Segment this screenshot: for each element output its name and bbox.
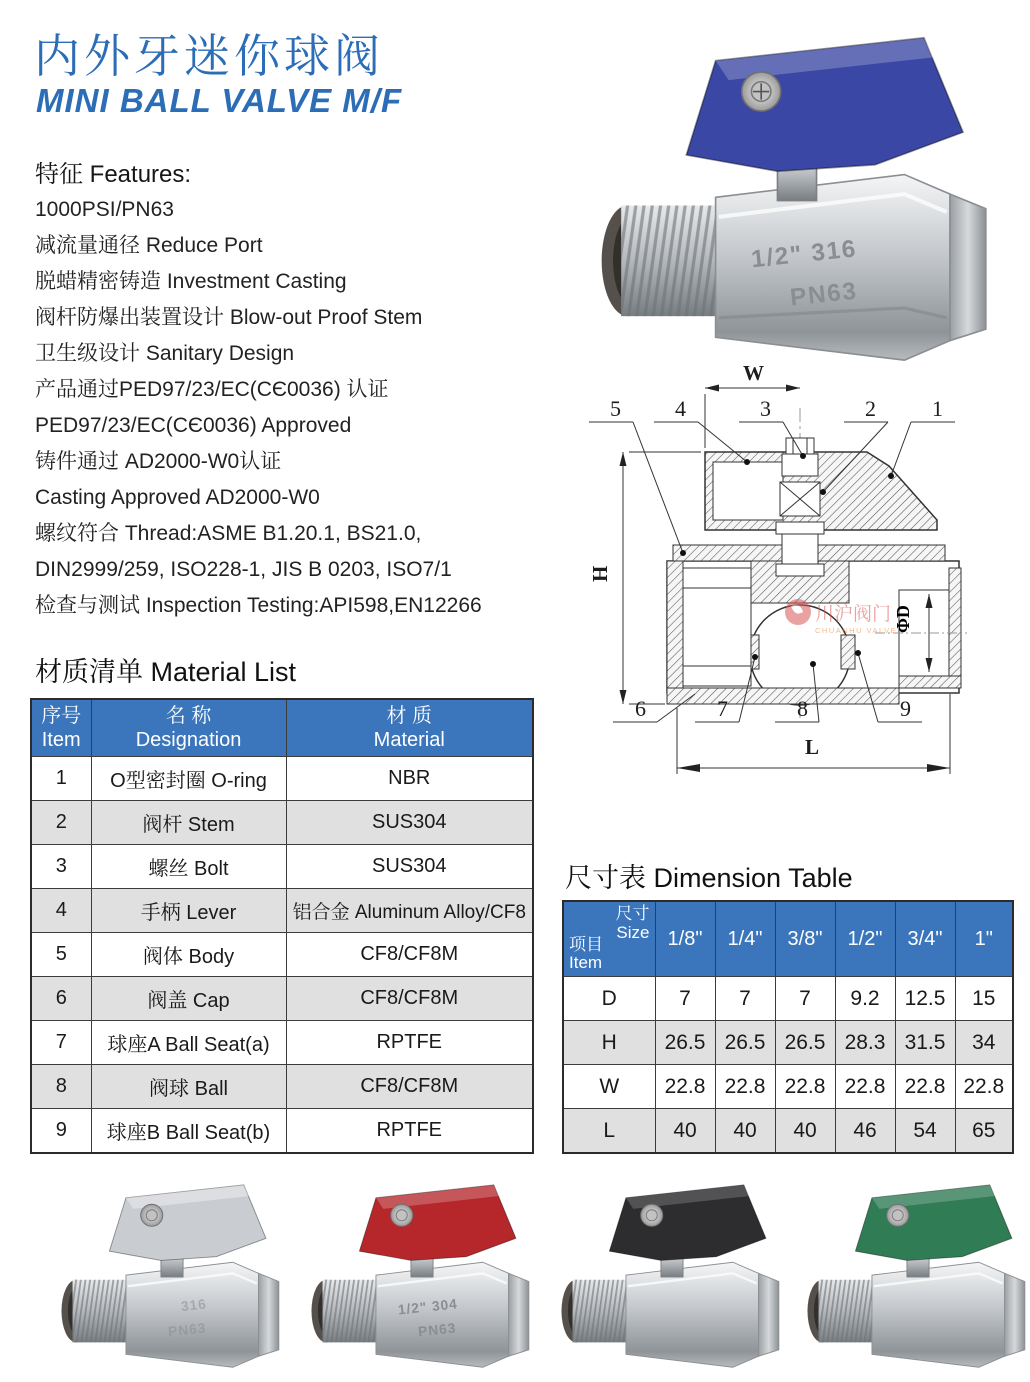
- product-photo-black-handle: [552, 1172, 792, 1370]
- material-header-material: 材 质 Material: [286, 699, 533, 757]
- female-end: [950, 194, 986, 341]
- callout-6: 6: [635, 696, 646, 721]
- feature-line: PED97/23/EC(CЄ0036) Approved: [35, 414, 352, 437]
- left-port: [683, 568, 751, 686]
- feature-line: 脱蜡精密铸造 Investment Casting: [35, 270, 347, 293]
- page-subtitle: MINI BALL VALVE M/F: [36, 82, 403, 119]
- size-column-header: 3/8": [775, 901, 835, 977]
- size-column-header: 1": [955, 901, 1013, 977]
- feature-line: 螺纹符合 Thread:ASME B1.20.1, BS21.0,: [35, 522, 422, 545]
- page-title: 内外牙迷你球阀: [34, 30, 384, 82]
- feature-line: 阀杆防爆出装置设计 Blow-out Proof Stem: [35, 306, 423, 329]
- body-marking-size-grade: 1/2" 316: [749, 235, 859, 274]
- features-list: [35, 192, 482, 624]
- material-row: 4 手柄 Lever 铝合金 Aluminum Alloy/CF8: [31, 889, 533, 933]
- material-row: 5 阀体 Body CF8/CF8M: [31, 933, 533, 977]
- material-table: [30, 698, 534, 1154]
- watermark-en: CHUANHU VALVE: [815, 626, 898, 635]
- dimension-d-label: ΦD: [893, 605, 913, 633]
- callout-9: 9: [900, 696, 911, 721]
- feature-line: DIN2999/259, ISO228-1, JIS B 0203, ISO7/1: [35, 558, 452, 581]
- material-header-item: 序号 Item: [31, 699, 91, 757]
- stem-packing: [776, 564, 824, 576]
- size-column-header: 3/4": [895, 901, 955, 977]
- feature-line: 减流量通径 Reduce Port: [35, 234, 263, 257]
- callout-3: 3: [760, 396, 771, 421]
- size-column-header: 1/4": [715, 901, 775, 977]
- material-row: 9 球座B Ball Seat(b) RPTFE: [31, 1109, 533, 1154]
- features-heading: 特征 Features:: [35, 161, 192, 188]
- body-marking-pn: PN63: [788, 277, 859, 312]
- callout-2: 2: [865, 396, 876, 421]
- body-marking: PN63: [167, 1319, 207, 1340]
- feature-line: 检查与测试 Inspection Testing:API598,EN12266: [35, 594, 482, 617]
- material-header-designation: 名 称 Designation: [91, 699, 286, 757]
- product-photo-red-handle: [302, 1172, 542, 1370]
- ball-seat-b: [841, 635, 855, 669]
- feature-line: 卫生级设计 Sanitary Design: [35, 342, 295, 365]
- dimension-table: [562, 900, 1014, 1154]
- dimension-h-label: H: [588, 565, 612, 582]
- dimension-corner-cell: 尺寸 Size 项目 Item: [563, 901, 655, 977]
- material-row: 3 螺丝 Bolt SUS304: [31, 845, 533, 889]
- feature-line: 1000PSI/PN63: [35, 198, 174, 221]
- dimension-header-row: [563, 901, 1013, 977]
- watermark-cn: 川沪阀门: [815, 604, 892, 625]
- body-marking: 316: [180, 1295, 208, 1315]
- material-row: 1 O型密封圈 O-ring NBR: [31, 757, 533, 801]
- size-column-header: 1/8": [655, 901, 715, 977]
- material-header-row: [31, 699, 533, 757]
- callout-7: 7: [717, 696, 728, 721]
- valve-cross-section-diagram: [555, 350, 1030, 810]
- callout-1: 1: [932, 396, 943, 421]
- body-marking: 1/2" 304: [397, 1295, 459, 1318]
- dimension-l-label: L: [805, 735, 820, 759]
- product-photo-green-handle: [798, 1172, 1030, 1370]
- material-row: 6 阀盖 Cap CF8/CF8M: [31, 977, 533, 1021]
- body-marking: PN63: [417, 1319, 457, 1340]
- feature-line: 产品通过PED97/23/EC(CЄ0036) 认证: [35, 378, 389, 401]
- material-row: 2 阀杆 Stem SUS304: [31, 801, 533, 845]
- material-row: 7 球座A Ball Seat(a) RPTFE: [31, 1021, 533, 1065]
- material-row: 8 阀球 Ball CF8/CF8M: [31, 1065, 533, 1109]
- feature-line: Casting Approved AD2000-W0: [35, 486, 320, 509]
- dimension-w-label: W: [743, 361, 764, 385]
- product-photo-silver-handle: [52, 1172, 292, 1370]
- size-column-header: 1/2": [835, 901, 895, 977]
- dimension-row: D 7 7 7 9.2 12.5 15: [563, 977, 1013, 1021]
- material-list-title: 材质清单 Material List: [35, 657, 297, 687]
- hero-valve-photo: [585, 15, 1009, 365]
- feature-line: 铸件通过 AD2000-W0认证: [35, 450, 282, 473]
- dimension-table-title: 尺寸表 Dimension Table: [565, 863, 853, 893]
- dimension-row: L 40 40 40 46 54 65: [563, 1109, 1013, 1154]
- callout-4: 4: [675, 396, 686, 421]
- callout-5: 5: [610, 396, 621, 421]
- dimension-row: W 22.8 22.8 22.8 22.8 22.8 22.8: [563, 1065, 1013, 1109]
- callout-8: 8: [797, 696, 808, 721]
- dimension-row: H 26.5 26.5 26.5 28.3 31.5 34: [563, 1021, 1013, 1065]
